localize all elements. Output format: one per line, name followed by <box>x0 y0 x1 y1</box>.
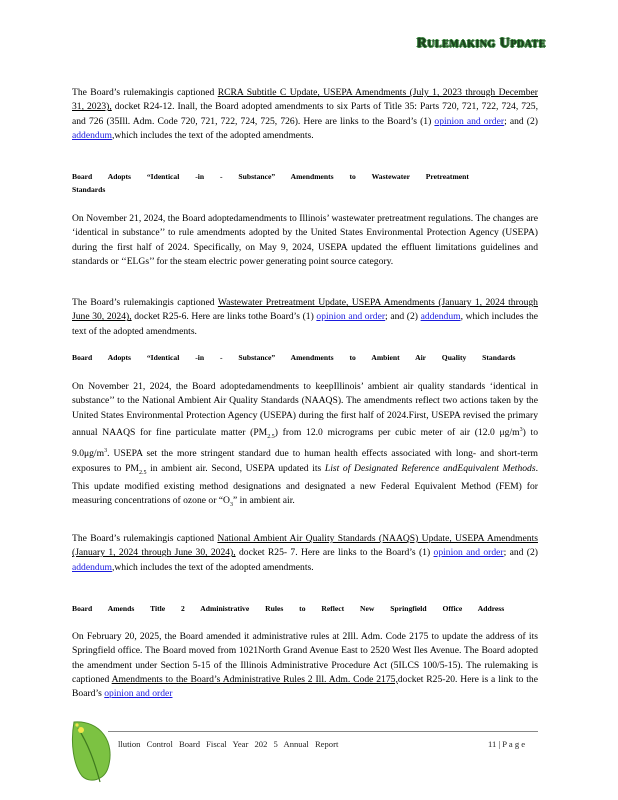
section-heading-wastewater: Board Adopts “Identical -in - Substance” Amendments to Wastewater Pretreatment Standards <box>72 172 469 194</box>
opinion-link[interactable]: opinion and order <box>104 688 173 700</box>
section-heading-air-quality: Board Adopts “Identical -in - Substance” Amendments to Ambient Air Quality Standards <box>72 353 516 362</box>
rulemaking-caption: RCRA Subtitle C Update, USEPA Amendments (July 1, 2023 through December 31, 2023), <box>72 87 538 113</box>
rulemaking-caption: Wastewater Pretreatment Update, USEPA Amendments (January 1, 2024 through June 30, 2024), <box>72 297 538 323</box>
page-number: 11 | P a g e <box>488 739 526 749</box>
opinion-link[interactable]: opinion and order <box>434 115 505 127</box>
section-heading-office-address: Board Amends Title 2 Administrative Rules to Reflect New Springfield Office Address <box>72 604 505 613</box>
naaqs-caption-paragraph: The Board’s rulemakingis captioned National Ambient Air Quality Standards (NAAQS) Update, USEPA Amendments (January 1, 2024 through June 30, 2024), docket R25- 7. Here are links to the Board’s (1) opinion and order; and (2) addendum,which includes the text of the adopted amendments. <box>72 533 538 573</box>
air-quality-paragraph: On November 21, 2024, the Board adoptedamendments to keepIllinois’ ambient air quality standards ‘identical in substance’’ to the National Ambient Air Quality Standards (NAAQS). The amendments reflect two actions taken by the United States Environmental Protection Agency (USEPA) during the first half of 2024.First, USEPA revised the primary annual NAAQS for fine particulate matter $(PM_{2.5})$ from 12.0 micrograms per cubic meter of air (12.0 $\mu g/m^3$) to $9.0\mu g/m^3$. USEPA set the more stringent standard due to human health effects associated with long- and short-term exposures to $PM_{2.5}$ in ambient air. Second, USEPA updated its List of Designated Reference andEquivalent Methods. This update modified existing method designations and designated a new Federal Equivalent Method (FEM) for measuring concentrations of ozone or “$O_3$” in ambient air. <box>72 381 539 509</box>
office-address-paragraph: On February 20, 2025, the Board amended it administrative rules at 2Ill. Adm. Code 2175 to update the address of its Springfield office. The Board moved from 1021North Grand Avenue East to 2520 West Iles Avenue. The Board adopted the amendment under Section 5-15 of the Illinois Administrative Procedure Act (5ILCS 100/5-15). The rulemaking is captioned Amendments to the Board’s Administrative Rules 2 Ill. Adm. Code 2175,docket R25-20. Here is a link to the Board’s opinion and order <box>72 631 538 700</box>
wastewater-paragraph: On November 21, 2024, the Board adoptedamendments to Illinois’ wastewater pretreatment regulations. The changes are ‘identical in substance’’ to rule amendments adopted by the United States Environmental Protection Agency (USEPA) during the first half of 2024. Specifically, on May 9, 2024, USEPA updated the effluent limitations guidelines and standards or ‘‘ELGs’’ for the steam electric power generating point source category. <box>72 213 538 267</box>
footer-report-title: llution Control Board Fiscal Year 202 5 Annual Report <box>118 739 339 749</box>
opinion-link[interactable]: opinion and order <box>316 311 386 323</box>
rulemaking-caption: National Ambient Air Quality Standards (NAAQS) Update, USEPA Amendments (January 1, 2024 through June 30, 2024), <box>72 533 538 559</box>
page-footer <box>0 728 618 788</box>
section-banner: Rulemaking Update <box>416 36 546 51</box>
addendum-link[interactable]: addendum <box>72 561 112 573</box>
rulemaking-caption: Amendments to the Board’s Administrative Rules 2 Ill. Adm. Code 2175, <box>111 673 398 685</box>
opinion-link[interactable]: opinion and order <box>433 547 504 559</box>
addendum-link[interactable]: addendum <box>72 129 112 141</box>
method-list-title: List of Designated Reference andEquivalent Methods <box>324 462 536 474</box>
rcra-paragraph: The Board’s rulemakingis captioned RCRA Subtitle C Update, USEPA Amendments (July 1, 2023 through December 31, 2023), docket R24-12. Inall, the Board adopted amendments to six Parts of Title 35: Parts 720, 721, 722, 724, 725, and 726 (35Ill. Adm. Code 720, 721, 722, 724, 725, 726). Here are links to the Board’s (1) opinion and order; and (2) addendum,which includes the text of the adopted amendments. <box>72 87 538 141</box>
addendum-link[interactable]: addendum <box>420 311 461 323</box>
footer-divider <box>108 731 538 732</box>
wastewater-caption-paragraph: The Board’s rulemakingis captioned Wastewater Pretreatment Update, USEPA Amendments (January 1, 2024 through June 30, 2024), docket R25-6. Here are links tothe Board’s (1) opinion and order; and (2) addendum, which includes the text of the adopted amendments. <box>72 297 538 337</box>
